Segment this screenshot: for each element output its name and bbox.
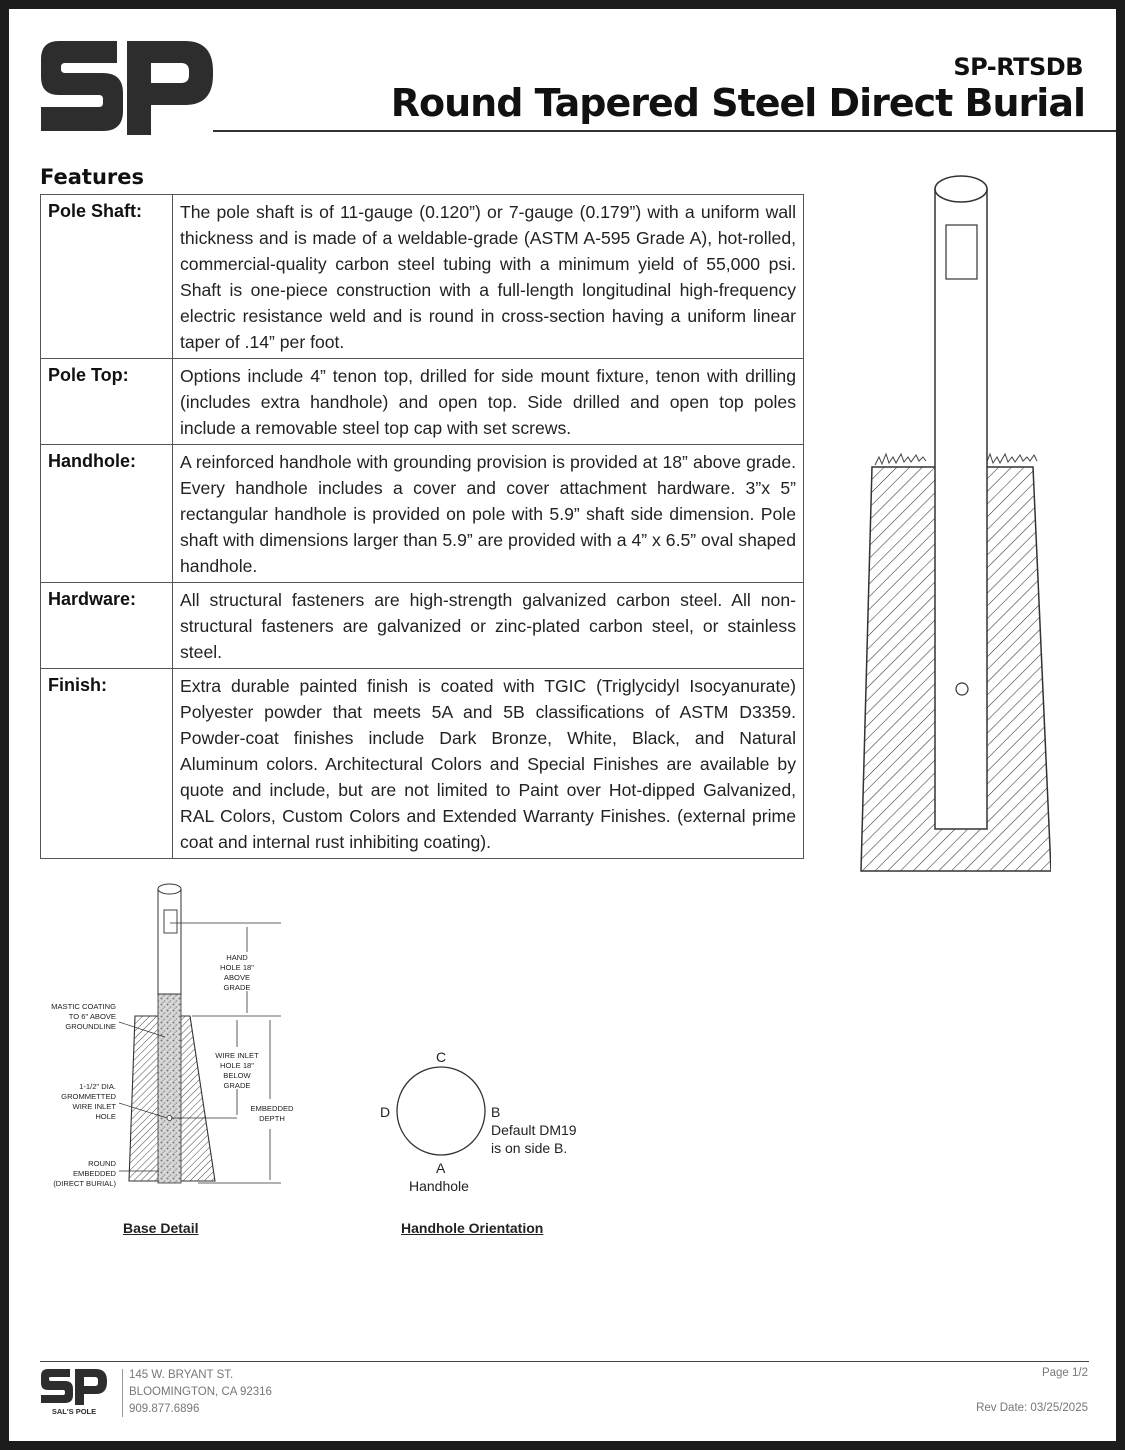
mastic-label-1: MASTIC COATING: [51, 1002, 116, 1011]
pole-top: [935, 176, 987, 202]
phone-number: 909.877.6896: [129, 1403, 200, 1415]
hand-hole-label-1: HAND: [226, 953, 248, 962]
mastic-coating: [158, 994, 181, 1183]
pole-illustration: [855, 165, 1051, 875]
mastic-label-2: TO 6" ABOVE: [68, 1012, 116, 1021]
table-row: [41, 195, 804, 359]
grommet-label-1: 1-1/2" DIA.: [79, 1082, 116, 1091]
header-divider: [213, 130, 1116, 132]
round-label-2: EMBEDDED: [72, 1169, 116, 1178]
feature-label: Finish:: [41, 669, 173, 859]
grommet-label-3: WIRE INLET: [72, 1102, 116, 1111]
feature-label: Hardware:: [41, 583, 173, 669]
feature-description: Options include 4” tenon top, drilled for side mount fixture, tenon with drilling (includes extra handhole) and open top. Side drilled and open top poles include a removable steel top cap with set screws.: [173, 359, 804, 445]
feature-label: Handhole:: [41, 445, 173, 583]
default-note-1: Default DM19: [491, 1122, 577, 1138]
features-heading: Features: [40, 165, 144, 189]
side-d-label: D: [380, 1104, 391, 1120]
footer-divider: [40, 1361, 1089, 1362]
round-label-1: ROUND: [88, 1159, 116, 1168]
feature-description: Extra durable painted finish is coated with TGIC (Triglycidyl Isocyanurate) Polyester powder that meets 5A and 5B classifications of ASTM D3359. Powder-coat finishes include Dark Bronze, White, Black, and Natural Aluminum colors. Architectural Colors and Special Finishes are available by quote and include, but are not limited to Paint over Hot-dipped Galvanized, RAL Colors, Custom Colors and Extended Warranty Finishes. (external prime coat and internal rust inhibiting coating).: [173, 669, 804, 859]
default-note-2: is on side B.: [491, 1140, 568, 1156]
revision-date: Rev Date: 03/25/2025: [976, 1402, 1088, 1414]
feature-label: Pole Top:: [41, 359, 173, 445]
table-row: [41, 359, 804, 445]
grommet-label-4: HOLE: [95, 1112, 116, 1121]
address-line-2: BLOOMINGTON, CA 92316: [129, 1386, 272, 1398]
hand-hole-label-3: ABOVE: [223, 973, 251, 982]
wire-inlet-hole: [956, 683, 968, 695]
base-detail-drawing: [34, 877, 304, 1197]
address-line-1: 145 W. BRYANT ST.: [129, 1369, 234, 1381]
base-detail-caption: Base Detail: [123, 1220, 199, 1236]
handhole-orientation-caption: Handhole Orientation: [401, 1220, 544, 1236]
hand-hole-label-4: GRADE: [223, 983, 251, 992]
page-number: Page 1/2: [1041, 1367, 1088, 1379]
table-row: [41, 583, 804, 669]
pole-shaft-small: [158, 889, 181, 994]
wire-inlet-label-2: HOLE 18": [220, 1061, 254, 1070]
feature-description: The pole shaft is of 11-gauge (0.120”) or 7-gauge (0.179”) with a uniform wall thickness and is made of a weldable-grade (ASTM A-595 Grade A), hot-rolled, commercial-quality carbon steel tubing with a minimum yield of 55,000 psi. Shaft is one-piece construction with a full-length longitudinal high-frequency electric resistance weld and is round in cross-section having a uniform linear taper of .14” per foot.: [173, 195, 804, 359]
wire-inlet-label-4: GRADE: [223, 1081, 251, 1090]
document-title: Round Tapered Steel Direct Burial: [390, 81, 1085, 125]
embedded-depth-label-2: DEPTH: [259, 1114, 285, 1123]
table-row: [41, 669, 804, 859]
side-c-label: C: [436, 1049, 447, 1065]
feature-label: Pole Shaft:: [41, 195, 173, 359]
grommet-label-2: GROMMETTED: [61, 1092, 116, 1101]
sp-logo: [39, 39, 215, 137]
spec-sheet-page: [9, 9, 1116, 1441]
handhole-label: Handhole: [409, 1178, 469, 1194]
handhole-orientation-diagram: [377, 1039, 592, 1199]
pole-cross-section: [397, 1067, 485, 1155]
table-row: [41, 445, 804, 583]
footer-logo-text: SAL'S POLE: [51, 1407, 97, 1415]
wire-inlet-label-3: BELOW: [223, 1071, 251, 1080]
feature-description: A reinforced handhole with grounding provision is provided at 18” above grade. Every handhole includes a cover and cover attachment hardware. 3”x 5” rectangular handhole is provided on pole with 5.9” shaft side dimension. Pole shaft with dimensions larger than 5.9” are provided with a 4” x 6.5” oval shaped handhole.: [173, 445, 804, 583]
footer-separator: [122, 1369, 123, 1417]
company-address: [129, 1367, 272, 1418]
features-table: [40, 194, 804, 859]
hand-hole-label-2: HOLE 18": [220, 963, 254, 972]
document-code: SP-RTSDB: [953, 53, 1083, 81]
mastic-label-3: GROUNDLINE: [65, 1022, 116, 1031]
footer-logo: [40, 1367, 108, 1415]
embedded-depth-label-1: EMBEDDED: [250, 1104, 294, 1113]
pole-shaft: [935, 189, 987, 829]
side-a-label: A: [436, 1160, 446, 1176]
wire-inlet-label-1: WIRE INLET: [215, 1051, 259, 1060]
round-label-3: (DIRECT BURIAL): [53, 1179, 116, 1188]
feature-description: All structural fasteners are high-strength galvanized carbon steel. All non-structural fasteners are galvanized or zinc-plated carbon steel, or stainless steel.: [173, 583, 804, 669]
side-b-label: B: [491, 1104, 501, 1120]
handhole-cover: [946, 225, 977, 279]
